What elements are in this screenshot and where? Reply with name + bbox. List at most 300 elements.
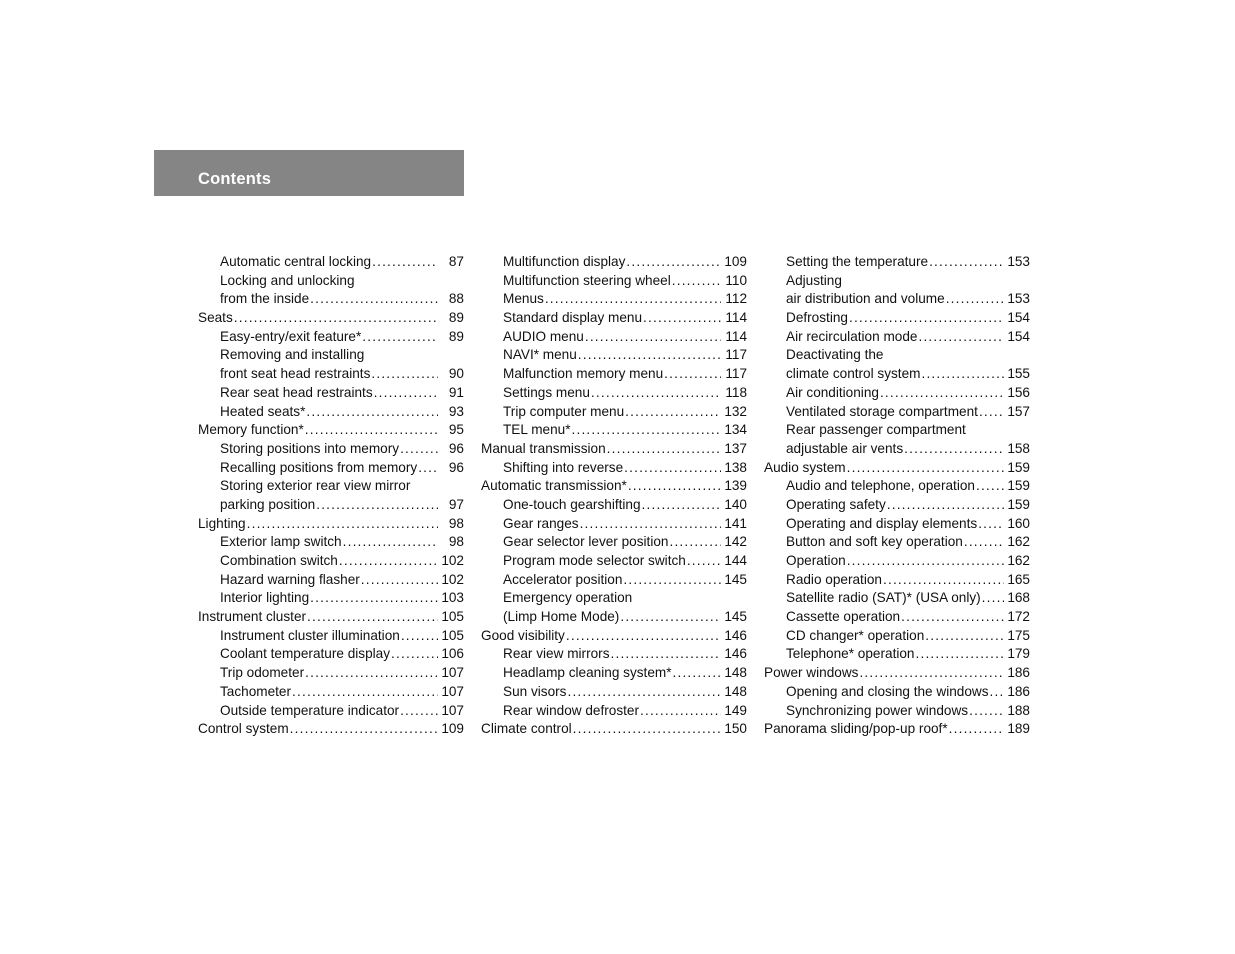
toc-page-number: 160 (1007, 515, 1030, 531)
dot-leader (880, 384, 1004, 403)
dot-leader (607, 440, 721, 459)
toc-page-number: 105 (441, 627, 464, 643)
dot-leader (883, 571, 1004, 590)
dot-leader (904, 440, 1004, 459)
toc-subentry[interactable] (481, 272, 747, 291)
toc-subentry[interactable] (198, 702, 464, 721)
toc-subentry[interactable] (481, 571, 747, 590)
toc-subentry[interactable] (764, 533, 1030, 552)
toc-subentry[interactable] (481, 533, 747, 552)
toc-page-number: 107 (441, 702, 464, 718)
dot-leader (916, 645, 1005, 664)
toc-entry-title: Control system (198, 721, 289, 737)
toc-entry[interactable] (481, 477, 747, 496)
toc-entry-title: Multifunction steering wheel (503, 272, 671, 288)
dot-leader (339, 552, 438, 571)
toc-page-number: 110 (725, 272, 747, 288)
toc-entry-title: Automatic transmission* (481, 478, 627, 494)
toc-page-number: 141 (724, 515, 747, 531)
toc-subentry[interactable] (764, 384, 1030, 403)
toc-column-1 (198, 253, 464, 739)
toc-entry-title: Removing and installing (220, 347, 365, 363)
toc-entry[interactable] (198, 608, 464, 627)
dot-leader (400, 440, 438, 459)
toc-subentry[interactable] (481, 515, 747, 534)
toc-entry-title: Power windows (764, 665, 859, 681)
toc-entry-title: climate control system (786, 366, 921, 382)
dot-leader (887, 496, 1004, 515)
toc-entry-title: Operating and display elements (786, 515, 978, 531)
toc-entry-title: Program mode selector switch (503, 553, 686, 568)
toc-subentry[interactable] (198, 253, 464, 272)
toc-subentry[interactable] (764, 253, 1030, 272)
toc-entry-title: Exterior lamp switch (220, 534, 342, 550)
toc-page-number: 157 (1007, 403, 1030, 419)
toc-entry-title: Adjusting (786, 272, 842, 288)
dot-leader (946, 290, 1004, 309)
dot-leader (921, 365, 1004, 384)
toc-page-number: 89 (448, 310, 464, 326)
toc-entry[interactable] (198, 309, 464, 328)
toc-page-number: 114 (725, 310, 747, 326)
toc-subentry[interactable] (481, 403, 747, 422)
toc-entry-title: Multifunction display (503, 254, 626, 269)
toc-entry-title: Trip computer menu (503, 403, 625, 419)
dot-leader (664, 365, 721, 384)
toc-entry-title: Lighting (198, 515, 246, 531)
toc-page-number: 96 (448, 459, 464, 475)
dot-leader (643, 309, 721, 328)
dot-leader (964, 533, 1004, 552)
toc-page-number: 97 (448, 496, 464, 512)
toc-subentry[interactable] (764, 290, 1030, 309)
toc-page-number: 159 (1007, 459, 1030, 475)
toc-entry-title: Combination switch (220, 553, 338, 568)
toc-entry-title: AUDIO menu (503, 328, 584, 344)
toc-entry-title: Gear ranges (503, 515, 579, 531)
dot-leader (626, 253, 721, 272)
toc-page-number: 153 (1007, 254, 1030, 269)
toc-entry[interactable] (198, 421, 464, 440)
toc-page-number: 154 (1007, 328, 1030, 344)
toc-entry-title: Rear passenger compartment (786, 422, 966, 438)
toc-subentry[interactable] (198, 664, 464, 683)
dot-leader (362, 328, 438, 347)
toc-subentry[interactable] (198, 552, 464, 571)
toc-subentry[interactable] (198, 328, 464, 347)
dot-leader (572, 421, 722, 440)
contents-header-band (154, 150, 464, 196)
toc-subentry[interactable] (481, 384, 747, 403)
toc-page-number: 168 (1007, 590, 1030, 606)
toc-page-number: 90 (448, 366, 464, 382)
toc-page-number: 102 (441, 553, 464, 568)
dot-leader (990, 683, 1004, 702)
toc-subentry[interactable] (764, 645, 1030, 664)
dot-leader (391, 645, 438, 664)
toc-page-number: 186 (1007, 683, 1030, 699)
dot-leader (290, 720, 438, 739)
toc-page-number: 158 (1007, 440, 1030, 456)
toc-subentry[interactable] (481, 645, 747, 664)
toc-entry-title: Hazard warning flasher (220, 571, 360, 587)
toc-subentry (764, 272, 1030, 291)
toc-entry-title: Malfunction memory menu (503, 366, 664, 382)
toc-page-number: 91 (448, 384, 464, 400)
dot-leader (849, 309, 1004, 328)
dot-leader (573, 720, 721, 739)
toc-subentry[interactable] (481, 496, 747, 515)
dot-leader (306, 403, 438, 422)
toc-page-number: 112 (725, 291, 747, 307)
toc-subentry (198, 346, 464, 365)
page-title: Contents (198, 170, 272, 188)
toc-entry-title: Gear selector lever position (503, 534, 669, 550)
toc-page-number: 162 (1007, 553, 1030, 568)
toc-page-number: 109 (724, 254, 747, 269)
toc-entry-title: Easy-entry/exit feature* (220, 328, 362, 344)
toc-entry-title: Automatic central locking (220, 254, 372, 269)
toc-entry-title: adjustable air vents (786, 440, 904, 456)
toc-subentry[interactable] (764, 496, 1030, 515)
dot-leader (580, 515, 721, 534)
toc-page-number: 145 (724, 609, 747, 625)
toc-subentry[interactable] (764, 683, 1030, 702)
toc-subentry[interactable] (481, 702, 747, 721)
toc-entry[interactable] (764, 720, 1030, 739)
toc-entry-title: Defrosting (786, 310, 848, 326)
toc-page-number: 145 (724, 571, 747, 587)
toc-page-number: 106 (441, 646, 464, 662)
toc-subentry[interactable] (764, 552, 1030, 571)
toc-subentry[interactable] (198, 683, 464, 702)
toc-entry-title: Standard display menu (503, 310, 643, 326)
toc-page-number: 103 (441, 590, 464, 606)
toc-subentry[interactable] (198, 533, 464, 552)
toc-page-number: 175 (1007, 627, 1030, 643)
toc-subentry[interactable] (481, 328, 747, 347)
dot-leader (611, 645, 722, 664)
toc-page-number: 189 (1007, 721, 1030, 737)
dot-leader (847, 459, 1004, 478)
toc-page-number: 88 (448, 291, 464, 307)
toc-page-number: 150 (724, 721, 747, 737)
toc-entry-title: One-touch gearshifting (503, 496, 641, 512)
toc-page-number: 137 (724, 440, 747, 456)
toc-subentry[interactable] (764, 627, 1030, 646)
toc-page-number: 146 (724, 627, 747, 643)
toc-page-number: 117 (725, 366, 747, 382)
toc-entry[interactable] (764, 664, 1030, 683)
toc-entry-title: Air conditioning (786, 384, 879, 400)
toc-page-number: 114 (725, 328, 747, 344)
toc-entry-title: Audio system (764, 459, 846, 475)
toc-page-number: 102 (441, 571, 464, 587)
toc-entry-title: front seat head restraints (220, 366, 371, 382)
toc-subentry[interactable] (764, 477, 1030, 496)
toc-page-number: 95 (448, 422, 464, 438)
toc-entry[interactable] (481, 720, 747, 739)
toc-entry[interactable] (198, 515, 464, 534)
toc-subentry[interactable] (764, 440, 1030, 459)
dot-leader (234, 309, 438, 328)
dot-leader (361, 571, 438, 590)
dot-leader (343, 533, 438, 552)
toc-page-number: 117 (725, 347, 747, 363)
toc-page-number: 159 (1007, 496, 1030, 512)
toc-entry[interactable] (481, 627, 747, 646)
dot-leader (566, 627, 721, 646)
dot-leader (305, 421, 438, 440)
toc-page-number: 105 (441, 609, 464, 625)
toc-subentry (764, 421, 1030, 440)
dot-leader (400, 702, 438, 721)
toc-entry-title: Trip odometer (220, 665, 305, 681)
toc-page-number: 156 (1007, 384, 1030, 400)
toc-column-3 (764, 253, 1030, 739)
toc-entry-title: Storing positions into memory (220, 440, 400, 456)
dot-leader (372, 253, 438, 272)
toc-page-number: 134 (724, 422, 747, 438)
toc-subentry[interactable] (198, 440, 464, 459)
dot-leader (982, 589, 1004, 608)
toc-subentry[interactable] (481, 683, 747, 702)
dot-leader (292, 683, 438, 702)
toc-subentry[interactable] (764, 608, 1030, 627)
toc-page-number: 186 (1007, 665, 1030, 681)
toc-entry-title: Rear view mirrors (503, 646, 610, 662)
toc-entry-title: Instrument cluster (198, 609, 307, 625)
toc-entry[interactable] (481, 440, 747, 459)
toc-subentry[interactable] (198, 459, 464, 478)
toc-subentry (198, 272, 464, 291)
toc-page-number: 140 (724, 496, 747, 512)
toc-entry-title: Memory function* (198, 422, 304, 438)
dot-leader (672, 272, 721, 291)
dot-leader (418, 459, 438, 478)
toc-page-number: 155 (1007, 366, 1030, 382)
toc-subentry[interactable] (764, 515, 1030, 534)
toc-entry-title: Satellite radio (SAT)* (USA only) (786, 590, 981, 606)
dot-leader (901, 608, 1004, 627)
toc-page-number: 107 (441, 683, 464, 699)
toc-subentry[interactable] (481, 309, 747, 328)
toc-page-number: 149 (724, 702, 747, 718)
dot-leader (929, 253, 1004, 272)
dot-leader (978, 515, 1004, 534)
toc-entry-title: Recalling positions from memory (220, 459, 418, 475)
toc-entry-title: Outside temperature indicator (220, 702, 400, 718)
toc-entry-title: Climate control (481, 721, 572, 737)
toc-entry-title: Instrument cluster illumination (220, 627, 400, 643)
dot-leader (247, 515, 438, 534)
toc-subentry[interactable] (481, 459, 747, 478)
toc-entry-title: CD changer* operation (786, 627, 925, 643)
toc-entry-title: Sun visors (503, 683, 567, 699)
toc-entry-title: Shifting into reverse (503, 459, 624, 475)
toc-page-number: 96 (448, 440, 464, 456)
dot-leader (628, 477, 721, 496)
toc-entry-title: Opening and closing the windows (786, 683, 989, 699)
toc-subentry[interactable] (481, 365, 747, 384)
dot-leader (567, 683, 721, 702)
toc-page-number: 138 (724, 459, 747, 475)
toc-entry-title: Cassette operation (786, 609, 901, 625)
toc-entry-title: Panorama sliding/pop-up roof* (764, 721, 948, 737)
toc-page-number: 118 (725, 384, 747, 400)
toc-entry-title: Storing exterior rear view mirror (220, 478, 411, 494)
toc-subentry[interactable] (198, 403, 464, 422)
toc-subentry[interactable] (481, 552, 747, 571)
dot-leader (591, 384, 721, 403)
dot-leader (687, 552, 721, 571)
toc-page-number: 165 (1007, 571, 1030, 587)
toc-subentry[interactable] (198, 589, 464, 608)
toc-subentry[interactable] (198, 496, 464, 515)
dot-leader (578, 346, 721, 365)
dot-leader (640, 702, 721, 721)
toc-entry-title: Ventilated storage compartment (786, 403, 978, 419)
toc-entry-title: Coolant temperature display (220, 646, 391, 662)
dot-leader (969, 702, 1004, 721)
toc-subentry[interactable] (481, 608, 747, 627)
toc-column-2 (481, 253, 747, 739)
toc-page-number: 188 (1007, 702, 1030, 718)
toc-subentry (764, 346, 1030, 365)
toc-page-number: 162 (1007, 534, 1030, 550)
dot-leader (310, 589, 438, 608)
toc-subentry[interactable] (764, 589, 1030, 608)
toc-page-number: 159 (1007, 478, 1030, 494)
toc-page-number: 179 (1007, 646, 1030, 662)
toc-page-number: 109 (441, 721, 464, 737)
toc-entry-title: Radio operation (786, 571, 882, 587)
toc-page-number: 148 (724, 683, 747, 699)
toc-page-number: 139 (724, 478, 747, 494)
dot-leader (310, 290, 438, 309)
toc-subentry[interactable] (764, 365, 1030, 384)
toc-entry-title: Interior lighting (220, 590, 310, 606)
toc-entry-title: Headlamp cleaning system* (503, 665, 672, 681)
toc-page-number: 154 (1007, 310, 1030, 326)
toc-entry-title: air distribution and volume (786, 291, 945, 307)
toc-page-number: 89 (448, 328, 464, 344)
toc-entry-title: Manual transmission (481, 440, 606, 456)
toc-page-number: 142 (724, 534, 747, 550)
toc-entry-title: Air recirculation mode (786, 328, 918, 344)
toc-entry-title: from the inside (220, 291, 310, 307)
toc-entry-title: Deactivating the (786, 347, 884, 363)
dot-leader (949, 720, 1004, 739)
toc-entry[interactable] (764, 459, 1030, 478)
toc-page-number: 132 (724, 403, 747, 419)
toc-entry-title: Operating safety (786, 496, 886, 512)
dot-leader (307, 608, 438, 627)
toc-entry[interactable] (198, 720, 464, 739)
dot-leader (545, 290, 721, 309)
toc-entry-title: Accelerator position (503, 571, 623, 587)
dot-leader (620, 608, 721, 627)
dot-leader (976, 477, 1004, 496)
toc-entry-title: Rear window defroster (503, 702, 639, 718)
toc-subentry[interactable] (198, 571, 464, 590)
toc-subentry[interactable] (198, 645, 464, 664)
dot-leader (669, 533, 721, 552)
toc-page-number: 144 (724, 553, 747, 568)
toc-subentry[interactable] (481, 290, 747, 309)
toc-subentry (481, 589, 747, 608)
toc-subentry (198, 477, 464, 496)
dot-leader (585, 328, 721, 347)
toc-subentry[interactable] (764, 571, 1030, 590)
toc-subentry[interactable] (764, 328, 1030, 347)
toc-subentry[interactable] (198, 290, 464, 309)
toc-page-number: 172 (1007, 609, 1030, 625)
toc-subentry[interactable] (198, 384, 464, 403)
toc-entry-title: parking position (220, 496, 316, 512)
dot-leader (624, 459, 721, 478)
dot-leader (316, 496, 438, 515)
dot-leader (374, 384, 438, 403)
toc-entry-title: TEL menu* (503, 422, 571, 438)
toc-subentry[interactable] (198, 365, 464, 384)
dot-leader (847, 552, 1004, 571)
dot-leader (371, 365, 438, 384)
toc-page-number: 98 (448, 534, 464, 550)
toc-entry-title: Tachometer (220, 683, 292, 699)
dot-leader (625, 403, 721, 422)
dot-leader (859, 664, 1004, 683)
toc-subentry[interactable] (481, 346, 747, 365)
toc-page-number: 107 (441, 665, 464, 681)
dot-leader (673, 664, 722, 683)
toc-entry-title: Button and soft key operation (786, 534, 963, 550)
toc-subentry[interactable] (481, 253, 747, 272)
toc-page-number: 148 (724, 665, 747, 681)
toc-subentry[interactable] (764, 309, 1030, 328)
toc-page-number: 153 (1007, 291, 1030, 307)
dot-leader (623, 571, 721, 590)
toc-subentry[interactable] (481, 421, 747, 440)
dot-leader (642, 496, 721, 515)
toc-page-number: 146 (724, 646, 747, 662)
toc-entry-title: NAVI* menu (503, 347, 577, 363)
toc-entry-title: Locking and unlocking (220, 272, 355, 288)
dot-leader (979, 403, 1004, 422)
toc-entry-title: Settings menu (503, 384, 590, 400)
toc-entry-title: Emergency operation (503, 590, 633, 606)
toc-entry-title: Rear seat head restraints (220, 384, 373, 400)
toc-subentry[interactable] (764, 403, 1030, 422)
toc-entry-title: Menus (503, 291, 544, 307)
toc-subentry[interactable] (198, 627, 464, 646)
toc-entry-title: Seats (198, 310, 233, 326)
toc-entry-title: Synchronizing power windows (786, 702, 969, 718)
toc-entry-title: Operation (786, 553, 846, 568)
toc-entry-title: Setting the temperature (786, 254, 929, 269)
dot-leader (401, 627, 438, 646)
toc-entry-title: Audio and telephone, operation (786, 478, 975, 494)
dot-leader (305, 664, 438, 683)
toc-page-number: 87 (448, 254, 464, 269)
toc-subentry[interactable] (764, 702, 1030, 721)
toc-entry-title: (Limp Home Mode) (503, 609, 620, 625)
toc-entry-title: Good visibility (481, 627, 565, 643)
dot-leader (925, 627, 1004, 646)
toc-entry-title: Telephone* operation (786, 646, 915, 662)
dot-leader (918, 328, 1004, 347)
toc-subentry[interactable] (481, 664, 747, 683)
